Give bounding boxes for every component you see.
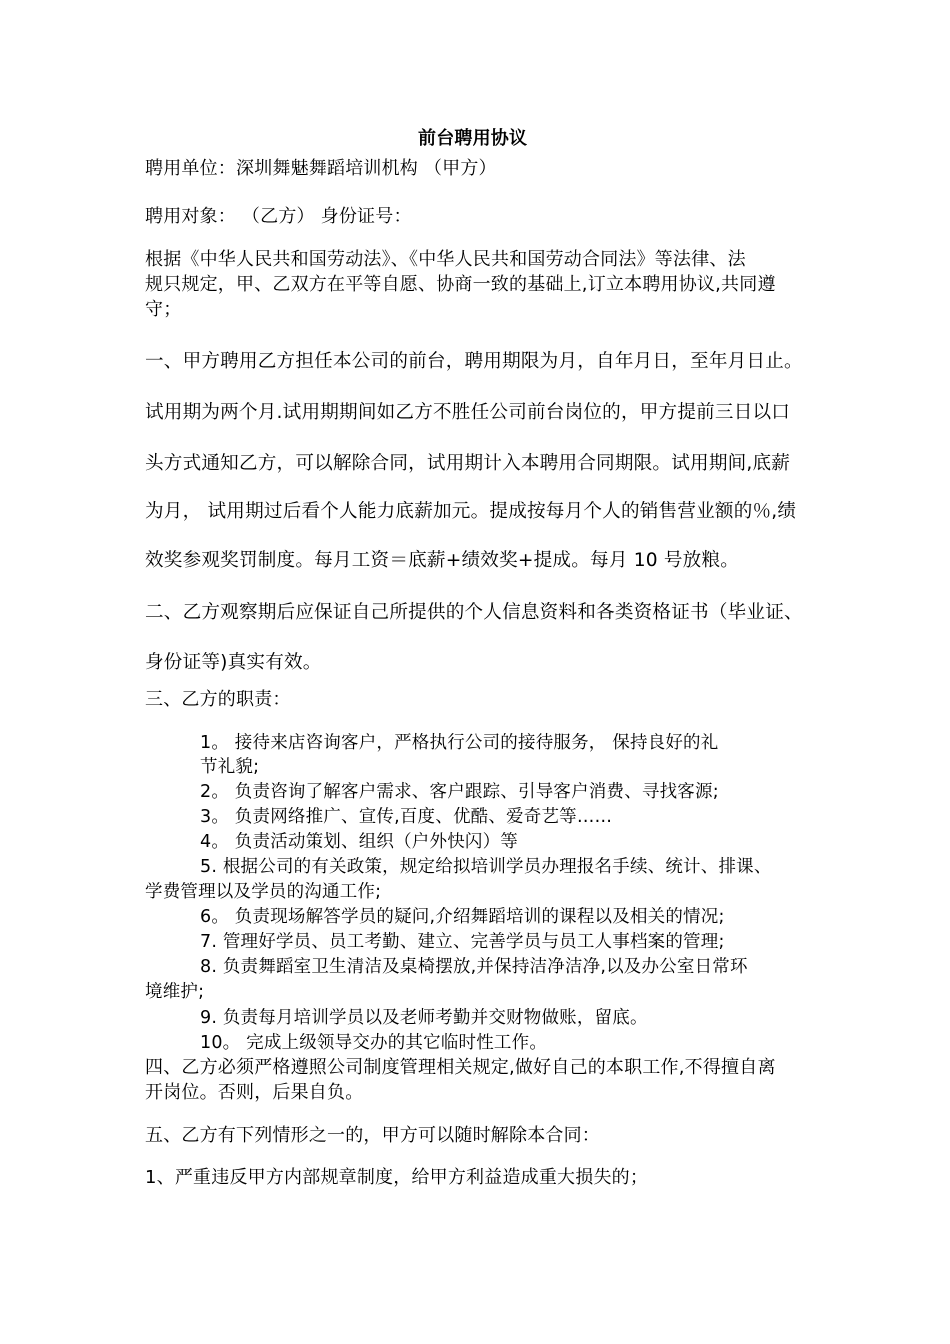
clause-1-line: 试用期为两个月.试用期期间如乙方不胜任公司前台岗位的，甲方提前三日以口 [145, 402, 791, 423]
clause-1-line: 头方式通知乙方，可以解除合同，试用期计入本聘用合同期限。试用期间,底薪 [145, 453, 791, 474]
document-title: 前台聘用协议 [418, 128, 528, 149]
preamble-line: 规只规定，甲、乙双方在平等自愿、协商一致的基础上,订立本聘用协议,共同遵 [145, 274, 776, 295]
clause-5-line: 五、乙方有下列情形之一的，甲方可以随时解除本合同： [145, 1125, 600, 1146]
duty-item: 4。 负责活动策划、组织（户外快闪）等 [200, 832, 518, 852]
clause-3-heading: 三、乙方的职责： [145, 689, 291, 710]
clause-1-line: 为月， 试用期过后看个人能力底薪加元。提成按每月个人的销售营业额的％,绩 [145, 501, 797, 522]
clause-2-line: 身份证等)真实有效。 [145, 652, 322, 673]
clause-5-item: 1、严重违反甲方内部规章制度，给甲方利益造成重大损失的； [145, 1167, 649, 1188]
duty-item: 2。 负责咨询了解客户需求、客户跟踪、引导客户消费、寻找客源; [200, 782, 719, 802]
duty-item: 10。 完成上级领导交办的其它临时性工作。 [200, 1033, 548, 1053]
preamble-line: 根据《中华人民共和国劳动法》、《中华人民共和国劳动合同法》等法律、法 [145, 249, 746, 270]
employee-line: 聘用对象： （乙方） 身份证号： [145, 206, 412, 227]
duty-item: 5. 根据公司的有关政策，规定给拟培训学员办理报名手续、统计、排课、 [200, 857, 772, 877]
clause-4-line: 开岗位。否则，后果自负。 [145, 1082, 364, 1103]
duty-item: 节礼貌; [200, 757, 260, 777]
clause-1-line: 一、甲方聘用乙方担任本公司的前台，聘用期限为月，自年月日，至年月日止。 [145, 351, 803, 372]
duty-item: 3。 负责网络推广、宣传,百度、优酷、爱奇艺等…… [200, 807, 613, 827]
duty-item: 7. 管理好学员、员工考勤、建立、完善学员与员工人事档案的管理; [200, 932, 725, 952]
employer-line: 聘用单位：深圳舞魅舞蹈培训机构 （甲方） [145, 158, 497, 179]
preamble-line: 守； [145, 299, 182, 320]
duty-item: 境维护; [145, 982, 205, 1002]
duty-item: 6。 负责现场解答学员的疑问,介绍舞蹈培训的课程以及相关的情况; [200, 907, 725, 927]
duty-item: 学费管理以及学员的沟通工作; [145, 882, 382, 902]
duty-item: 8. 负责舞蹈室卫生清洁及桌椅摆放,并保持洁净洁净,以及办公室日常环 [200, 957, 748, 977]
clause-1-line: 效奖参观奖罚制度。每月工资＝底薪+绩效奖+提成。每月 10 号放粮。 [145, 550, 740, 571]
clause-4-line: 四、乙方必须严格遵照公司制度管理相关规定,做好自己的本职工作,不得擅自离 [145, 1057, 776, 1078]
duty-item: 9. 负责每月培训学员以及老师考勤并交财物做账，留底。 [200, 1008, 648, 1028]
duty-item: 1。 接待来店咨询客户，严格执行公司的接待服务， 保持良好的礼 [200, 733, 719, 753]
clause-2-line: 二、乙方观察期后应保证自己所提供的个人信息资料和各类资格证书（毕业证、 [145, 602, 803, 623]
